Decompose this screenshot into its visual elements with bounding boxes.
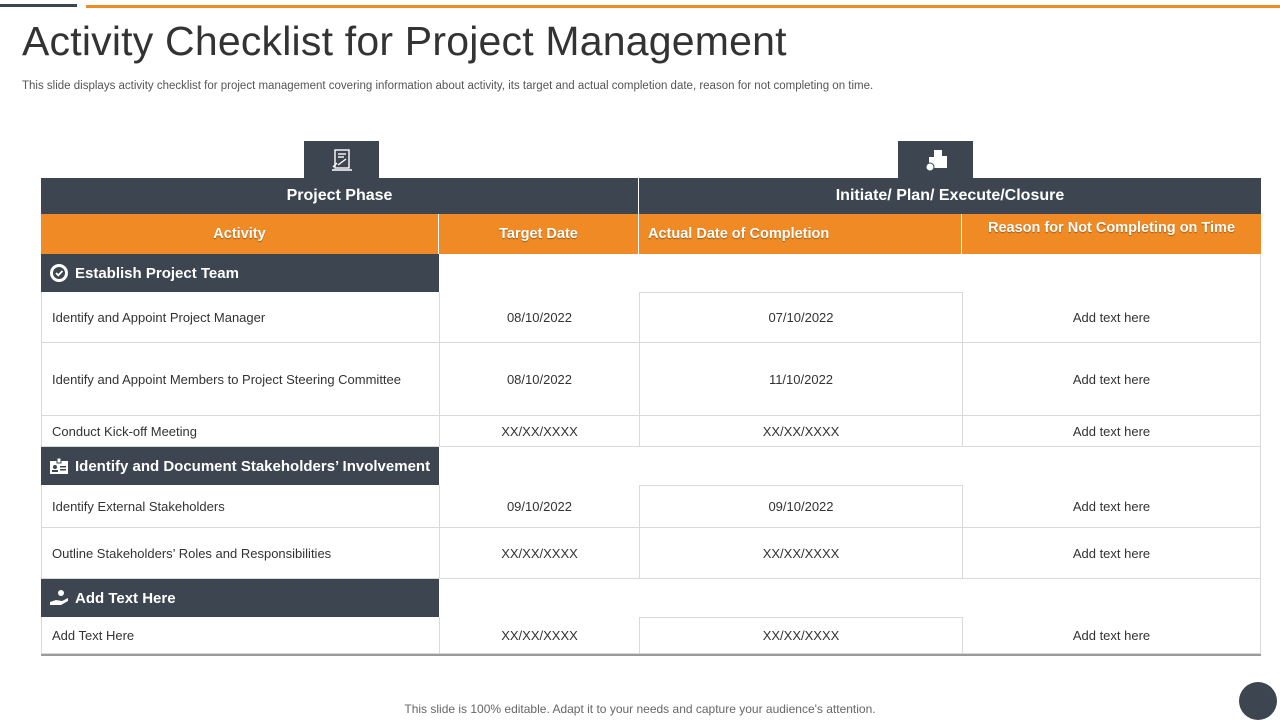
section-spacer [962,579,1261,617]
section-header [41,254,439,292]
target-date-cell: XX/XX/XXXX [439,528,639,579]
actual-date-cell: XX/XX/XXXX [639,617,962,654]
actual-date-cell: 07/10/2022 [639,292,962,343]
reason-cell: Add text here [962,292,1261,343]
table-bottom-border [41,654,1261,656]
actual-date-cell: XX/XX/XXXX [639,528,962,579]
activity-cell: Identify and Appoint Project Manager [41,292,439,343]
header-phases: Initiate/ Plan/ Execute/Closure [639,178,1261,214]
activity-cell: Identify External Stakeholders [41,485,439,528]
top-accent-orange [86,5,1280,8]
column-target-date: Target Date [439,214,639,254]
id-badge-icon [49,456,69,476]
target-date-cell: 08/10/2022 [439,292,639,343]
page-title: Activity Checklist for Project Management [22,18,787,64]
section-title: Establish Project Team [75,264,239,282]
column-actual-date: Actual Date of Completion [639,214,962,254]
reason-cell: Add text here [962,343,1261,416]
column-reason: Reason for Not Completing on Time [962,214,1261,254]
section-header [41,579,439,617]
page-subtitle: This slide displays activity checklist for project management covering information about activity, its target and actual completion date, reason for not completing on time. [22,80,874,92]
gear-check-icon [49,263,69,283]
hand-coin-icon [49,588,69,608]
target-date-cell: 09/10/2022 [439,485,639,528]
activity-cell: Outline Stakeholders’ Roles and Responsibilities [41,528,439,579]
reason-cell: Add text here [962,416,1261,447]
section-spacer [962,254,1261,292]
top-accent-dark [0,4,77,7]
actual-date-cell: 09/10/2022 [639,485,962,528]
activity-cell: Identify and Appoint Members to Project Steering Committee [41,343,439,416]
reason-cell: Add text here [962,528,1261,579]
activity-cell: Add Text Here [41,617,439,654]
target-date-cell: XX/XX/XXXX [439,617,639,654]
slide-nav-circle[interactable] [1239,682,1277,720]
reason-cell: Add text here [962,485,1261,528]
actual-date-cell: 11/10/2022 [639,343,962,416]
checklist-table [41,178,1261,656]
section-title: Add Text Here [75,589,176,607]
target-date-cell: 08/10/2022 [439,343,639,416]
header-project-phase: Project Phase [41,178,639,214]
buildings-money-icon [898,141,973,178]
actual-date-cell: XX/XX/XXXX [639,416,962,447]
footer-note: This slide is 100% editable. Adapt it to your needs and capture your audience's attention. [404,702,876,716]
section-spacer [962,447,1261,485]
document-ruler-icon [304,141,379,178]
section-header [41,447,439,485]
target-date-cell: XX/XX/XXXX [439,416,639,447]
reason-cell: Add text here [962,617,1261,654]
column-activity: Activity [41,214,439,254]
section-title: Identify and Document Stakeholders’ Involvement [75,457,431,475]
activity-cell: Conduct Kick-off Meeting [41,416,439,447]
